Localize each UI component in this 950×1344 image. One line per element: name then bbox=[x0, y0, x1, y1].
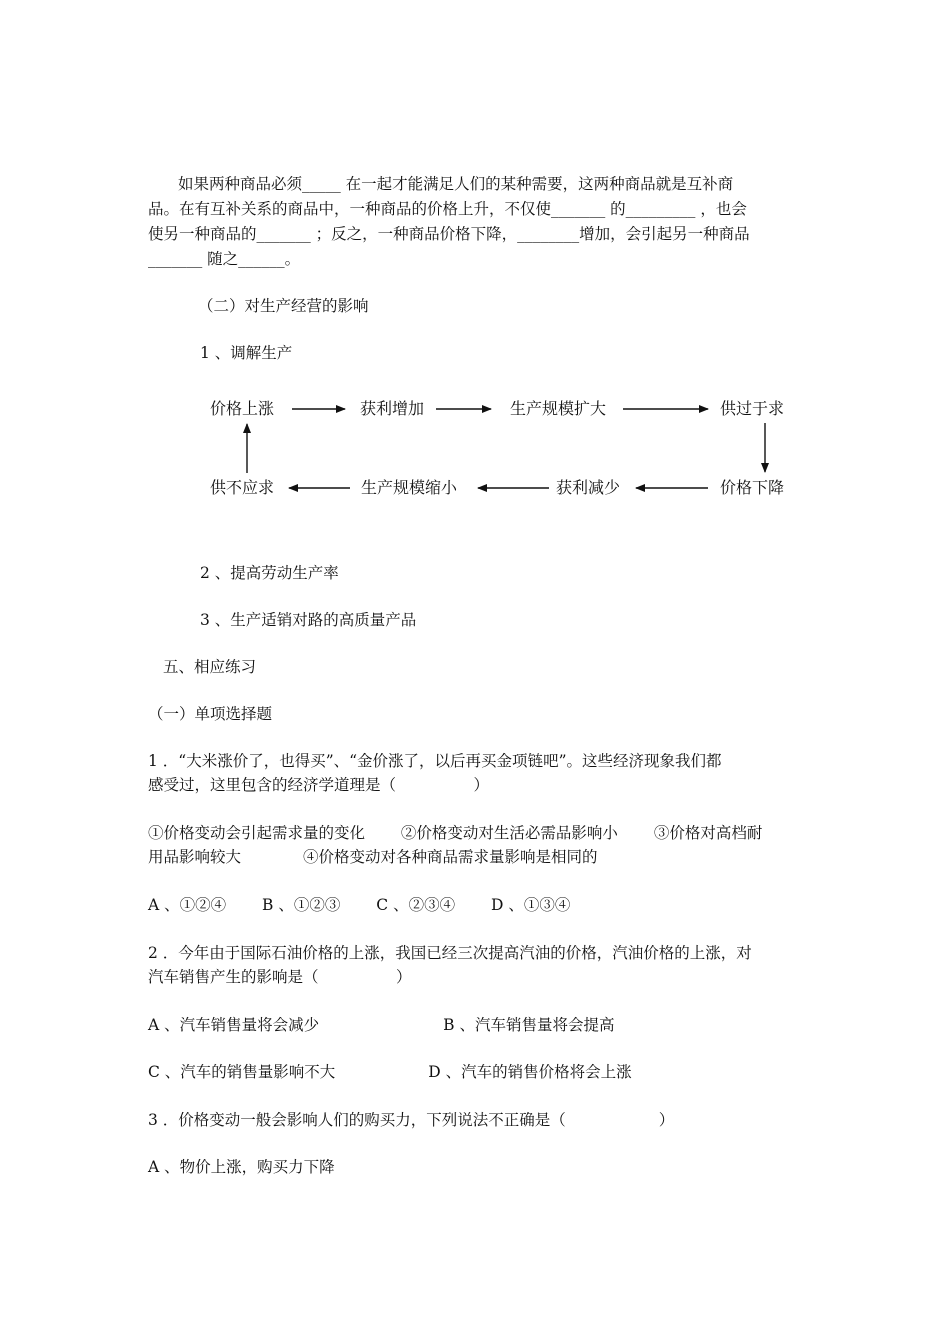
paragraph-line-4: _______ 随之______。 bbox=[148, 250, 301, 268]
section-2-title: （二）对生产经营的影响 bbox=[198, 297, 369, 315]
q1-line-1: 1 ．“大米涨价了，也得买”、“金价涨了，以后再买金项链吧”。这些经济现象我们都 bbox=[148, 752, 722, 770]
flow-node-shortage: 供不应求 bbox=[210, 478, 275, 497]
q2-line-2: 汽车销售产生的影响是（ ） bbox=[148, 968, 412, 986]
flow-node-price-fall: 价格下降 bbox=[720, 478, 785, 497]
q2-options-ab: A 、汽车销售量将会减少 B 、汽车销售量将会提高 bbox=[148, 1016, 615, 1034]
flow-node-profit-decrease: 获利减少 bbox=[556, 478, 621, 497]
flow-node-oversupply: 供过于求 bbox=[720, 399, 785, 418]
q1-statements-line-1: ①价格变动会引起需求量的变化 ②价格变动对生活必需品影响小 ③价格对高档耐 bbox=[148, 824, 763, 842]
item-2: 2 、提高劳动生产率 bbox=[200, 564, 339, 582]
q1-options: A 、①②④ B 、①②③ C 、②③④ D 、①③④ bbox=[148, 896, 571, 914]
flow-node-production-shrink: 生产规模缩小 bbox=[361, 478, 458, 497]
flow-node-price-rise: 价格上涨 bbox=[210, 399, 275, 418]
q2-options-cd: C 、汽车的销售量影响不大 D 、汽车的销售价格将会上涨 bbox=[148, 1063, 632, 1081]
paragraph-line-3: 使另一种商品的_______ ；反之，一种商品价格下降，________增加，会引起另一种商品 bbox=[148, 225, 750, 243]
section-5-title: 五、相应练习 bbox=[163, 658, 257, 676]
subsection-1-title: （一）单项选择题 bbox=[148, 705, 273, 723]
flow-node-profit-increase: 获利增加 bbox=[360, 399, 425, 418]
paragraph-line-2: 品。在有互补关系的商品中，一种商品的价格上升，不仅使_______ 的_________ ，也会 bbox=[148, 200, 747, 218]
flow-node-production-expand: 生产规模扩大 bbox=[510, 399, 607, 418]
paragraph-line-1: 如果两种商品必须_____ 在一起才能满足人们的某种需要，这两种商品就是互补商 bbox=[178, 175, 734, 193]
item-3: 3 、生产适销对路的高质量产品 bbox=[200, 611, 417, 629]
q2-line-1: 2 ．今年由于国际石油价格的上涨，我国已经三次提高汽油的价格，汽油价格的上涨，对 bbox=[148, 944, 752, 962]
q3-line-1: 3 ．价格变动一般会影响人们的购买力，下列说法不正确是（ ） bbox=[148, 1111, 675, 1129]
q1-statements-line-2: 用品影响较大 ④价格变动对各种商品需求量影响是相同的 bbox=[148, 848, 598, 866]
flow-arrows bbox=[0, 0, 950, 520]
q1-line-2: 感受过，这里包含的经济学道理是（ ） bbox=[148, 776, 490, 794]
q3-option-a: A 、物价上涨，购买力下降 bbox=[148, 1158, 335, 1176]
item-1: 1 、调解生产 bbox=[200, 344, 293, 362]
